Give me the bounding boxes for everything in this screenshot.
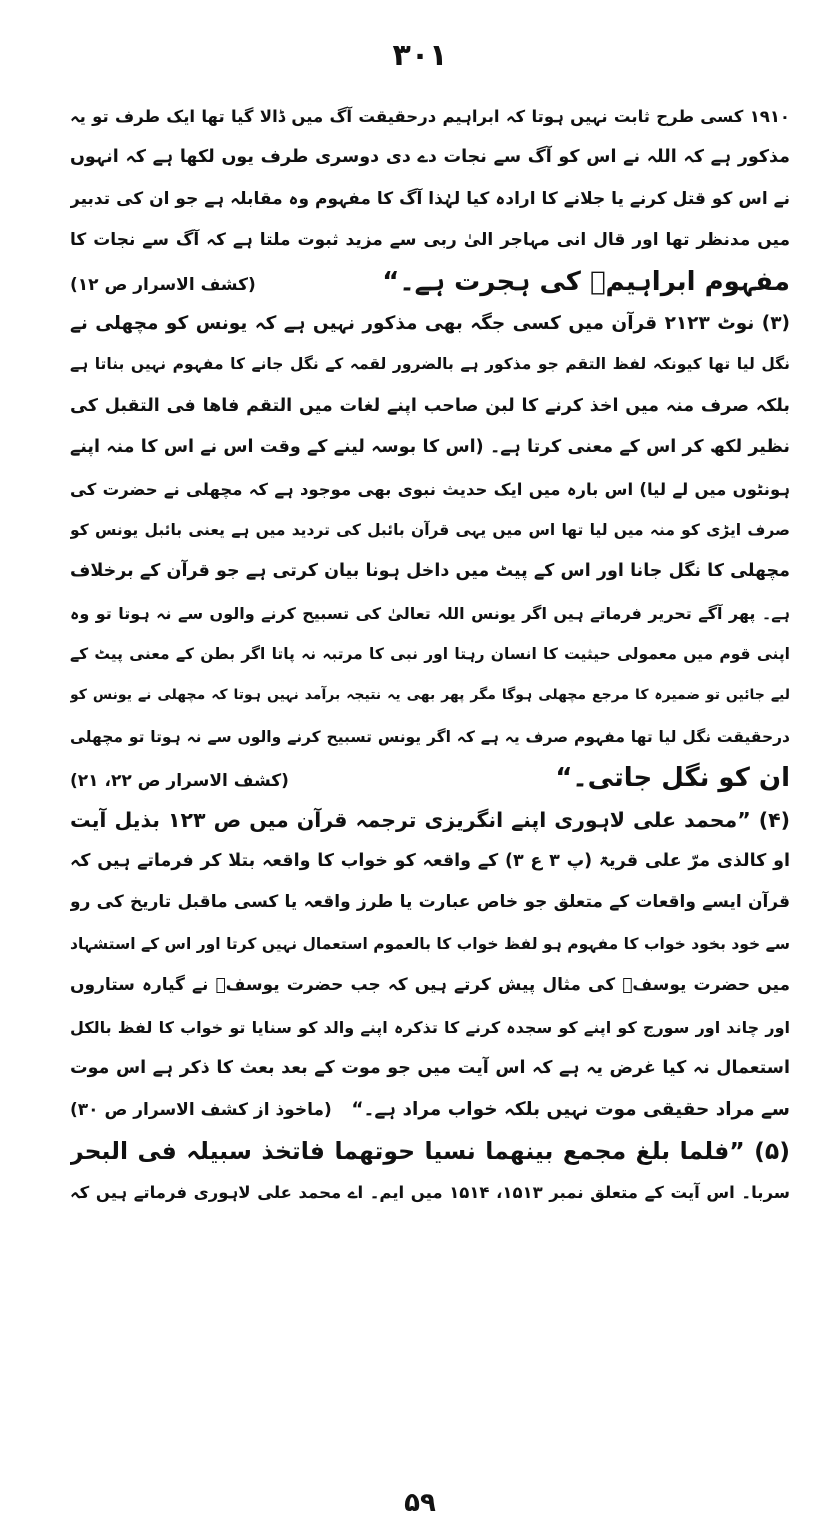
text-line-20: قرآن ایسے واقعات کے متعلق جو خاص عبارت یا طرز واقعہ یا کسی ماقبل تاریخ کی رو (70, 892, 790, 913)
text-line-25 (70, 1089, 790, 1130)
text-line-24: استعمال نہ کیا غرض یہ ہے کہ اس آیت میں جو موت کے بعد بعث کا ذکر ہے اس موت (70, 1057, 790, 1078)
text-line-18: (۴) ”محمد علی لاہوری اپنے انگریزی ترجمہ قرآن میں ص ۱۲۳ بذیل آیت (70, 807, 790, 832)
citation-reference: (ماخوذ از کشف الاسرار ص ۳۰) (70, 1100, 332, 1121)
text-line-1: ۱۹۱۰ کسی طرح ثابت نہیں ہوتا کہ ابراہیم درحقیقت آگ میں ڈالا گیا تھا ایک طرف تو یہ (70, 107, 790, 126)
text-line-12: مچھلی کا نگل جانا اور اس کے پیٹ میں داخل ہونا بیان کرتی ہے جو قرآن کے برخلاف (70, 561, 790, 582)
text-line-6: (۳) نوٹ ۲۱۲۳ قرآن میں کسی جگہ بھی مذکور نہیں ہے کہ یونس کو مچھلی نے (70, 312, 790, 334)
text-line-8: بلکہ صرف منہ میں اخذ کرنے کا لبن صاحب اپنے لغات میں التقم فاھا فی التقبل کی (70, 395, 790, 416)
text-line-22: میں حضرت یوسفؑ کی مثال پیش کرتے ہیں کہ جب حضرت یوسفؑ نے گیارہ ستاروں (70, 975, 790, 996)
text-line-27: سربا۔ اس آیت کے متعلق نمبر ۱۵۱۳، ۱۵۱۴ میں ایم۔ اے محمد علی لاہوری فرماتے ہیں کہ (70, 1183, 790, 1203)
page-body-text (70, 96, 790, 1214)
text-line-14: اپنی قوم میں معمولی حیثیت کا انسان رہتا اور نبی کا مرتبہ نہ پاتا اگر بطن کے معنی پیٹ کے (70, 645, 790, 664)
text-line-15: لیے جائیں تو ضمیرہ کا مرجع مچھلی ہوگا مگر پھر بھی یہ نتیجہ برآمد نہیں ہوتا کہ مچھلی نے یونس کو (70, 687, 790, 704)
citation-reference: (کشف الاسرار ص ۱۲) (70, 274, 256, 295)
text-line-16: درحقیقت نگل لیا تھا مفہوم صرف یہ ہے کہ اگر یونس تسبیح کرنے والوں سے نہ ہوتا تو مچھلی (70, 727, 790, 746)
text-line-19: او کالذی مرّ علی قریۃ (پ ۳ ع ۳) کے واقعہ کو خواب کا واقعہ بتلا کر فرماتے ہیں کہ (70, 851, 790, 872)
quote-end-text: سے مراد حقیقی موت نہیں بلکہ خواب مراد ہے۔“ (351, 1099, 790, 1121)
text-line-10: ہونٹوں میں لے لیا) اس بارہ میں ایک حدیث نبوی بھی موجود ہے کہ مچھلی نے حضرت کی (70, 479, 790, 499)
text-line-4: میں مدنظر تھا اور قال انی مہاجر الیٰ ربی سے مزید ثبوت ملتا ہے کہ آگ سے نجات کا (70, 230, 790, 251)
text-line-11: صرف ایڑی کو منہ میں لیا تھا اس میں یہی قرآن بائبل کی تردید میں ہے یعنی بائبل یونس کو (70, 520, 790, 539)
text-line-13: ہے۔ پھر آگے تحریر فرماتے ہیں اگر یونس اللہ تعالیٰ کی تسبیح کرنے والوں سے نہ ہوتا تو وہ (70, 603, 790, 623)
text-line-7: نگل لیا تھا کیونکہ لفظ التقم جو مذکور ہے بالضرور لقمہ کے نگل جانے کا مفہوم نہیں بناتا ہے (70, 355, 790, 374)
quote-end-text: ان کو نگل جاتی۔“ (555, 763, 790, 794)
text-line-17 (70, 758, 790, 799)
text-line-5 (70, 262, 790, 303)
text-line-9: نظیر لکھ کر اس کے معنی کرتا ہے۔ (اس کا بوسہ لینے کے وقت اس نے اس کا منہ اپنے (70, 437, 790, 458)
page-number-top: ۳۰۱ (392, 38, 448, 73)
text-line-21: سے خود بخود خواب کا مفہوم ہو لفظ خواب کا بالعموم استعمال نہیں کرتا اور اس کے استشہاد (70, 934, 790, 953)
page-number-bottom: ۵۹ (404, 1488, 436, 1518)
text-line-3: نے اس کو قتل کرنے یا جلانے کا ارادہ کیا لہٰذا آگ کا مفہوم وہ مقابلہ ہے جو ان کی تدبیر (70, 188, 790, 209)
text-line-26: (۵) ”فلما بلغ مجمع بینھما نسیا حوتھما فاتخذ سبیلہ فی البحر (70, 1136, 790, 1165)
quote-end-text: مفہوم ابراہیمؑ کی ہجرت ہے۔“ (382, 266, 790, 297)
text-line-23: اور چاند اور سورج کو اپنے کو سجدہ کرنے کا تذکرہ اپنے والد کو سنایا تو خواب کا لفظ بالکل (70, 1017, 790, 1037)
text-line-2: مذکور ہے کہ اللہ نے اس کو آگ سے نجات دے دی دوسری طرف یوں لکھا ہے کہ انہوں (70, 147, 790, 168)
citation-reference: (کشف الاسرار ص ۲۲، ۲۱) (70, 771, 289, 792)
